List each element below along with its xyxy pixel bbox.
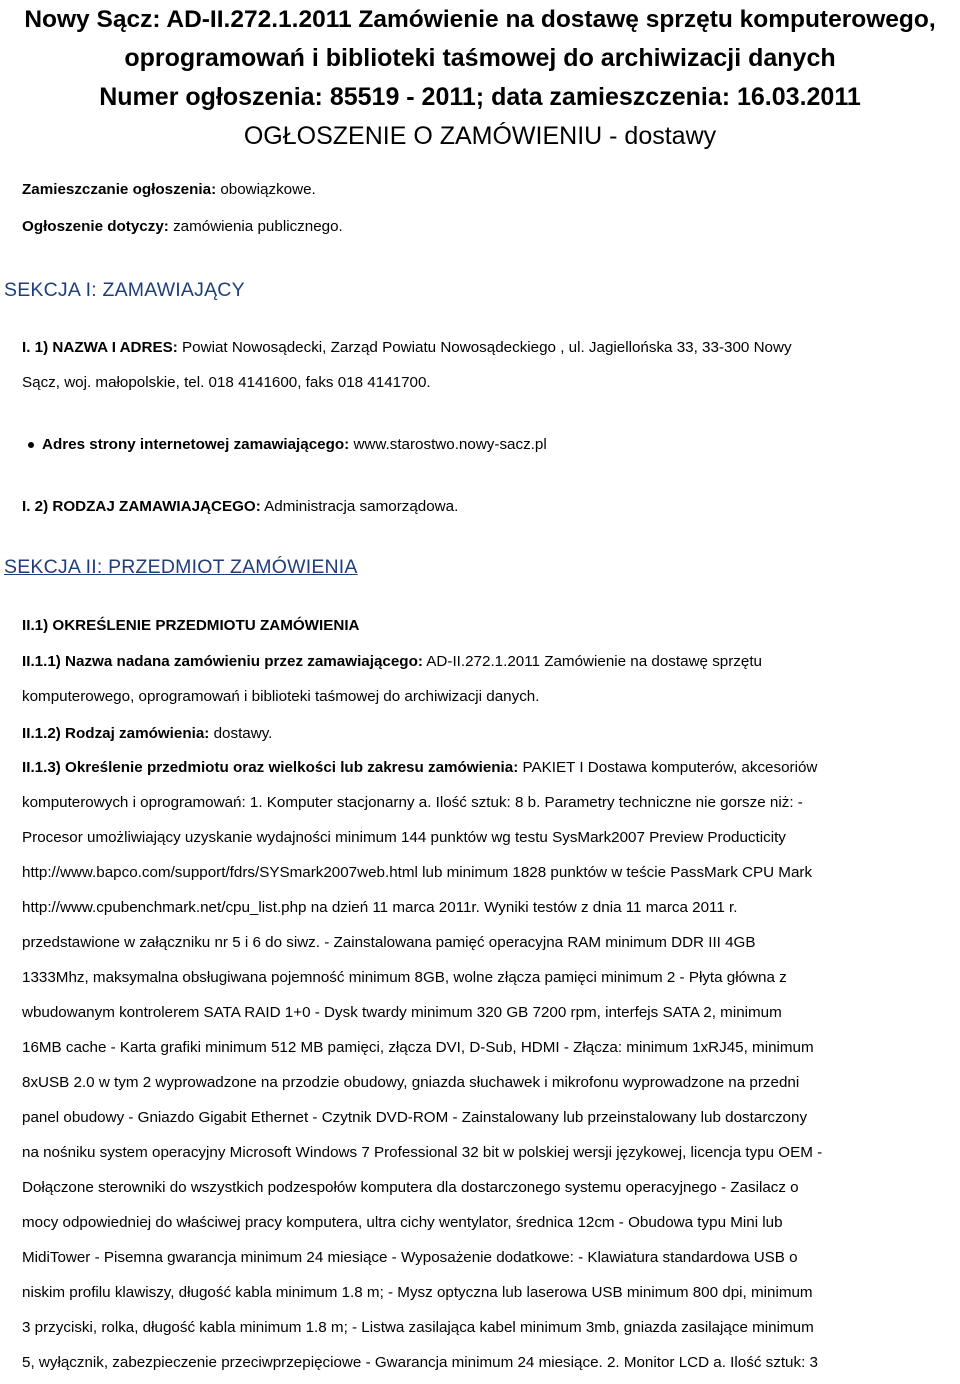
- scope-line: 3 przyciski, rolka, długość kabla minimum 1.8 m; - Listwa zasilająca kabel minimum 3mb, gniazda zasilające minimum: [22, 1319, 814, 1336]
- document-header: [0, 0, 960, 156]
- scope-line: mocy odpowiedniej do właściwej pracy komputera, ultra cichy wentylator, średnica 12cm - Obudowa typu Mini lub: [22, 1214, 783, 1231]
- authority-type-value: Administracja samorządowa.: [260, 498, 459, 515]
- order-kind-row: [22, 724, 272, 744]
- scope-line: 1333Mhz, maksymalna obsługiwana pojemność minimum 8GB, wolne złącza pamięci minimum 2 - Płyta główna z: [22, 969, 787, 986]
- name-address-value: Powiat Nowosądecki, Zarząd Powiatu Nowosądeckiego , ul. Jagiellońska 33, 33-300 Nowy: [177, 339, 792, 356]
- header-notice-type: OGŁOSZENIE O ZAMÓWIENIU - dostawy: [243, 122, 717, 150]
- concerns-label: Ogłoszenie dotyczy:: [22, 218, 169, 235]
- scope-line: niskim profilu klawiszy, długość kabla minimum 1.8 m; - Mysz optyczna lub laserowa USB minimum 800 dpi, minimum: [22, 1284, 813, 1301]
- scope-line: przedstawione w załączniku nr 5 i 6 do siwz. - Zainstalowana pamięć operacyjna RAM minimum DDR III 4GB: [22, 934, 756, 951]
- scope-line: komputerowych i oprogramowań: 1. Komputer stacjonarny a. Ilość sztuk: 8 b. Parametry techniczne nie gorsze niż: -: [22, 794, 803, 811]
- website-label: Adres strony internetowej zamawiającego:: [42, 436, 350, 453]
- order-name-paragraph: [22, 644, 956, 714]
- scope-line: Dołączone sterowniki do wszystkich podzespołów komputera dla dostarczonego systemu operacyjnego - Zasilacz o: [22, 1179, 799, 1196]
- contracting-authority-name: [22, 330, 956, 400]
- order-name-label: II.1.1) Nazwa nadana zamówieniu przez zamawiającego:: [22, 653, 423, 670]
- section-2-subtitle: II.1) OKREŚLENIE PRZEDMIOTU ZAMÓWIENIA: [22, 617, 360, 634]
- concerns-value: zamówienia publicznego.: [168, 218, 343, 235]
- authority-type-row: [22, 497, 458, 517]
- placement-value: obowiązkowe.: [216, 181, 316, 198]
- scope-line: 16MB cache - Karta grafiki minimum 512 MB pamięci, złącza DVI, D-Sub, HDMI - Złącza: minimum 1xRJ45, minimum: [22, 1039, 814, 1056]
- scope-line: MidiTower - Pisemna gwarancja minimum 24 miesiące - Wyposażenie dodatkowe: - Klawiatura standardowa USB o: [22, 1249, 798, 1266]
- section-2-title: SEKCJA II: PRZEDMIOT ZAMÓWIENIA: [4, 556, 358, 578]
- scope-line: 5, wyłącznik, zabezpieczenie przeciwprzepięciowe - Gwarancja minimum 24 miesiące. 2. Monitor LCD a. Ilość sztuk: 3: [22, 1354, 818, 1371]
- scope-line: http://www.bapco.com/support/fdrs/SYSmark2007web.html lub minimum 1828 punktów w teście PassMark CPU Mark: [22, 864, 813, 881]
- scope-line: Procesor umożliwiający uzyskanie wydajności minimum 144 punktów wg testu SysMark2007 Preview Producticity: [22, 829, 786, 846]
- order-kind-label: II.1.2) Rodzaj zamówienia:: [22, 725, 210, 742]
- order-scope-value: PAKIET I Dostawa komputerów, akcesoriów: [518, 759, 818, 776]
- order-kind-value: dostawy.: [209, 725, 273, 742]
- placement-row: [22, 180, 316, 200]
- bullet-icon: [28, 442, 34, 448]
- scope-line: wbudowanym kontrolerem SATA RAID 1+0 - Dysk twardy minimum 320 GB 7200 rpm, interfejs SATA 2, minimum: [22, 1004, 782, 1021]
- placement-label: Zamieszczanie ogłoszenia:: [22, 181, 217, 198]
- concerns-row: [22, 217, 343, 237]
- website-value[interactable]: www.starostwo.nowy-sacz.pl: [349, 436, 547, 453]
- scope-line: na nośniku system operacyjny Microsoft Windows 7 Professional 32 bit w polskiej wersji językowej, licencja typu OEM -: [22, 1144, 823, 1161]
- name-address-value-cont: Sącz, woj. małopolskie, tel. 018 4141600, faks 018 4141700.: [22, 374, 431, 391]
- scope-line: panel obudowy - Gniazdo Gigabit Ethernet - Czytnik DVD-ROM - Zainstalowany lub przeinstalowany lub dostarczony: [22, 1109, 808, 1126]
- authority-type-label: I. 2) RODZAJ ZAMAWIAJĄCEGO:: [22, 498, 261, 515]
- website-row: [42, 435, 547, 455]
- order-scope-label: II.1.3) Określenie przedmiotu oraz wielkości lub zakresu zamówienia:: [22, 759, 519, 776]
- section-1-title: SEKCJA I: ZAMAWIAJĄCY: [4, 279, 245, 301]
- header-notice-number: Numer ogłoszenia: 85519 - 2011; data zamieszczenia: 16.03.2011: [99, 83, 861, 111]
- header-title-line-2: oprogramowań i biblioteki taśmowej do archiwizacji danych: [124, 44, 836, 72]
- order-name-value-cont: komputerowego, oprogramowań i biblioteki taśmowej do archiwizacji danych.: [22, 688, 540, 705]
- scope-line: http://www.cpubenchmark.net/cpu_list.php na dzień 11 marca 2011r. Wyniki testów z dnia 11 marca 2011 r.: [22, 899, 738, 916]
- order-scope-paragraph: [22, 750, 956, 1380]
- name-address-label: I. 1) NAZWA I ADRES:: [22, 339, 178, 356]
- order-name-value: AD-II.272.1.2011 Zamówienie na dostawę sprzętu: [422, 653, 763, 670]
- scope-line: 8xUSB 2.0 w tym 2 wyprowadzone na przodzie obudowy, gniazda słuchawek i mikrofonu wyprowadzone na przedni: [22, 1074, 800, 1091]
- header-title-line-1: Nowy Sącz: AD-II.272.1.2011 Zamówienie na dostawę sprzętu komputerowego,: [24, 6, 936, 33]
